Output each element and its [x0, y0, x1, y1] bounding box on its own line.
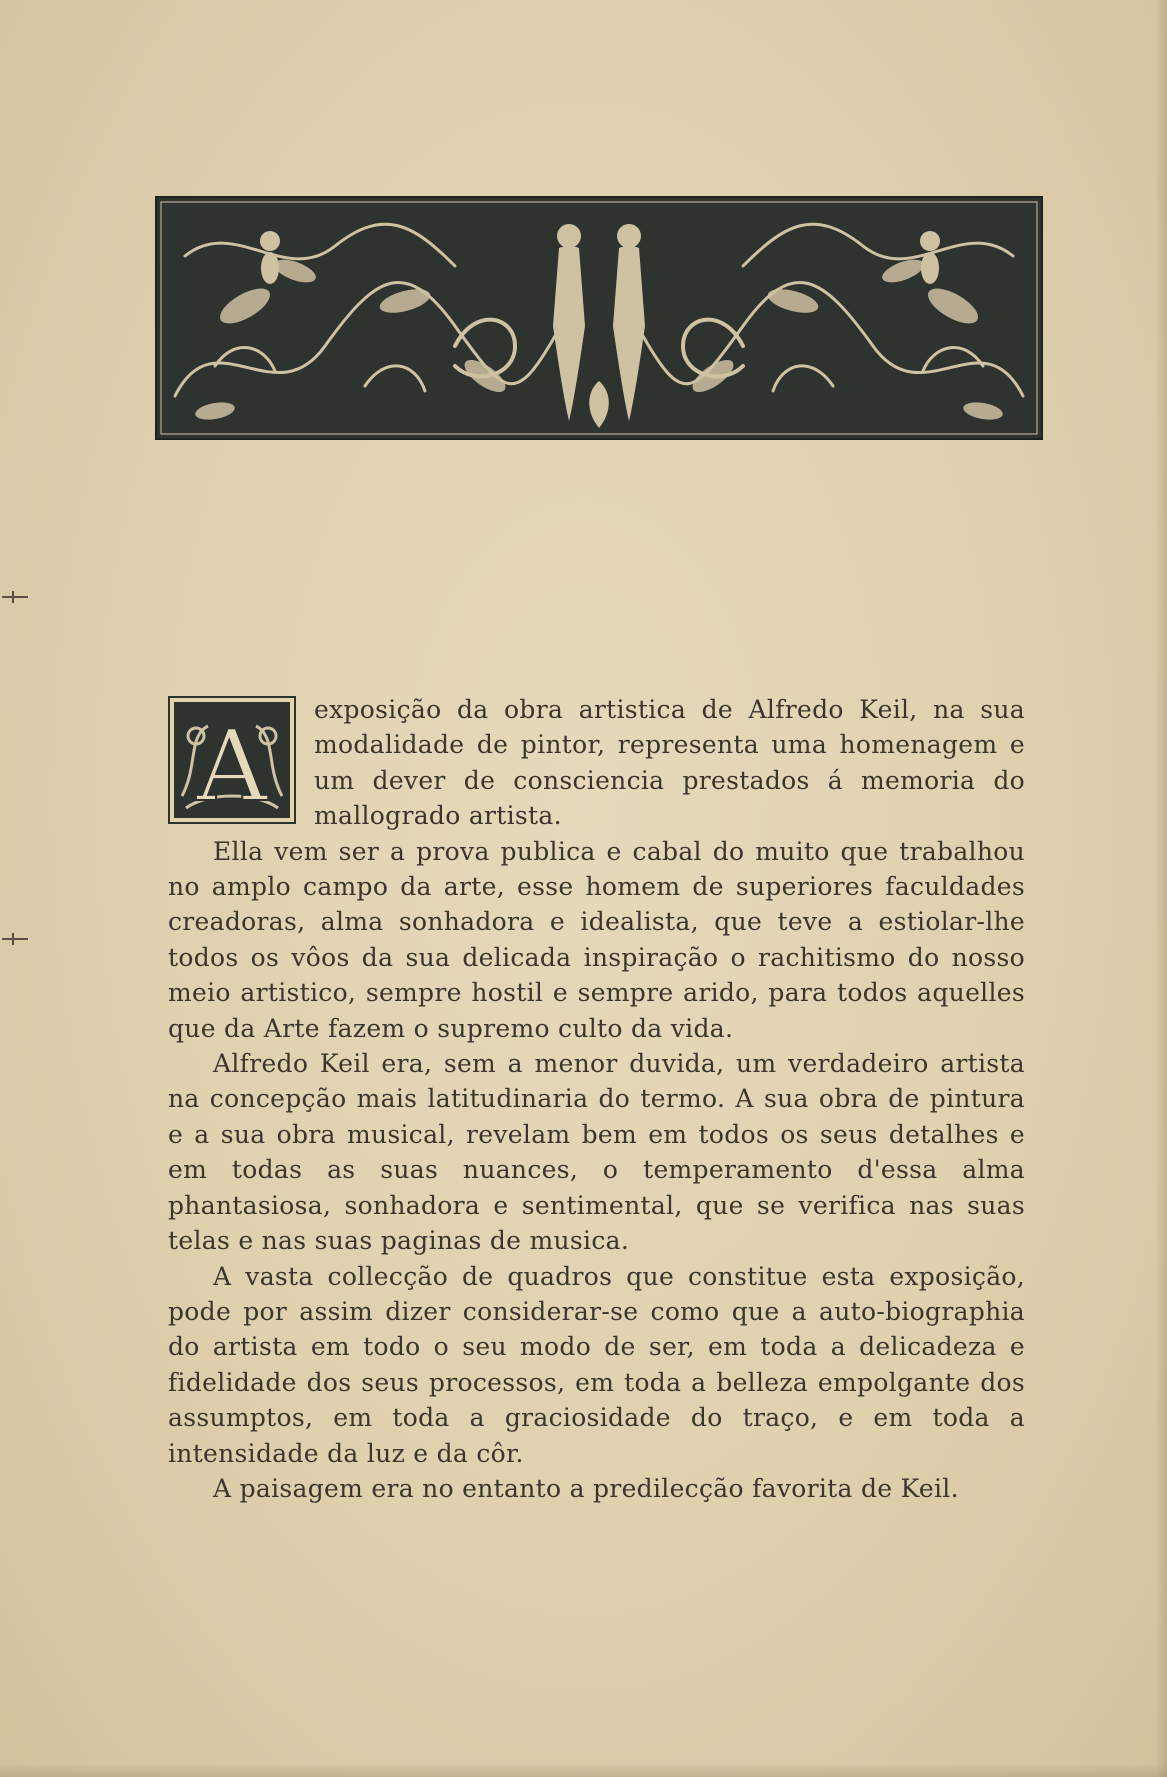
page-edge-shadow [0, 1763, 1167, 1777]
paragraph [168, 692, 1025, 834]
drop-cap [168, 696, 296, 824]
paragraph: A vasta collecção de quadros que constitue esta exposição, pode por assim dizer considerar-se como que a auto-biographia do artista em todo o seu modo de ser, em toda a delicadeza e fidelidade dos seus processos, em toda a belleza empolgante dos assumptos, em toda a graciosidade do traço, e em toda a intensidade da luz e da côr. [168, 1261, 1025, 1468]
paragraph: A paisagem era no entanto a predilecção favorita de Keil. [213, 1473, 959, 1503]
page-edge-shadow [1155, 0, 1167, 1777]
drop-cap-letter: A [196, 710, 268, 824]
binding-mark [2, 596, 28, 598]
binding-mark [2, 938, 28, 940]
body-text [168, 692, 1025, 1506]
paragraph: Alfredo Keil era, sem a menor duvida, um verdadeiro artista na concepção mais latitudinaria do termo. A sua obra de pintura e a sua obra musical, revelam bem em todos os seus detalhes e em todas as suas nuances, o temperamento d'essa alma phantasiosa, sonhadora e sentimental, que se verifica nas suas telas e nas suas paginas de musica. [168, 1049, 1025, 1256]
paragraph: Ella vem ser a prova publica e cabal do muito que trabalhou no amplo campo da arte, esse homem de superiores faculdades creadoras, alma sonhadora e idealista, que teve a estiolar-lhe todos os vôos da sua delicada inspiração o rachitismo do nosso meio artistico, sempre hostil e sempre arido, para todos aquelles que da Arte fazem o supremo culto da vida. [168, 836, 1025, 1043]
paragraph-text: exposição da obra artistica de Alfredo Keil, na sua modalidade de pintor, representa uma homenagem e um dever de consciencia prestados á memoria do mallogrado artista. [314, 695, 1025, 831]
ornamental-headpiece [155, 196, 1043, 440]
